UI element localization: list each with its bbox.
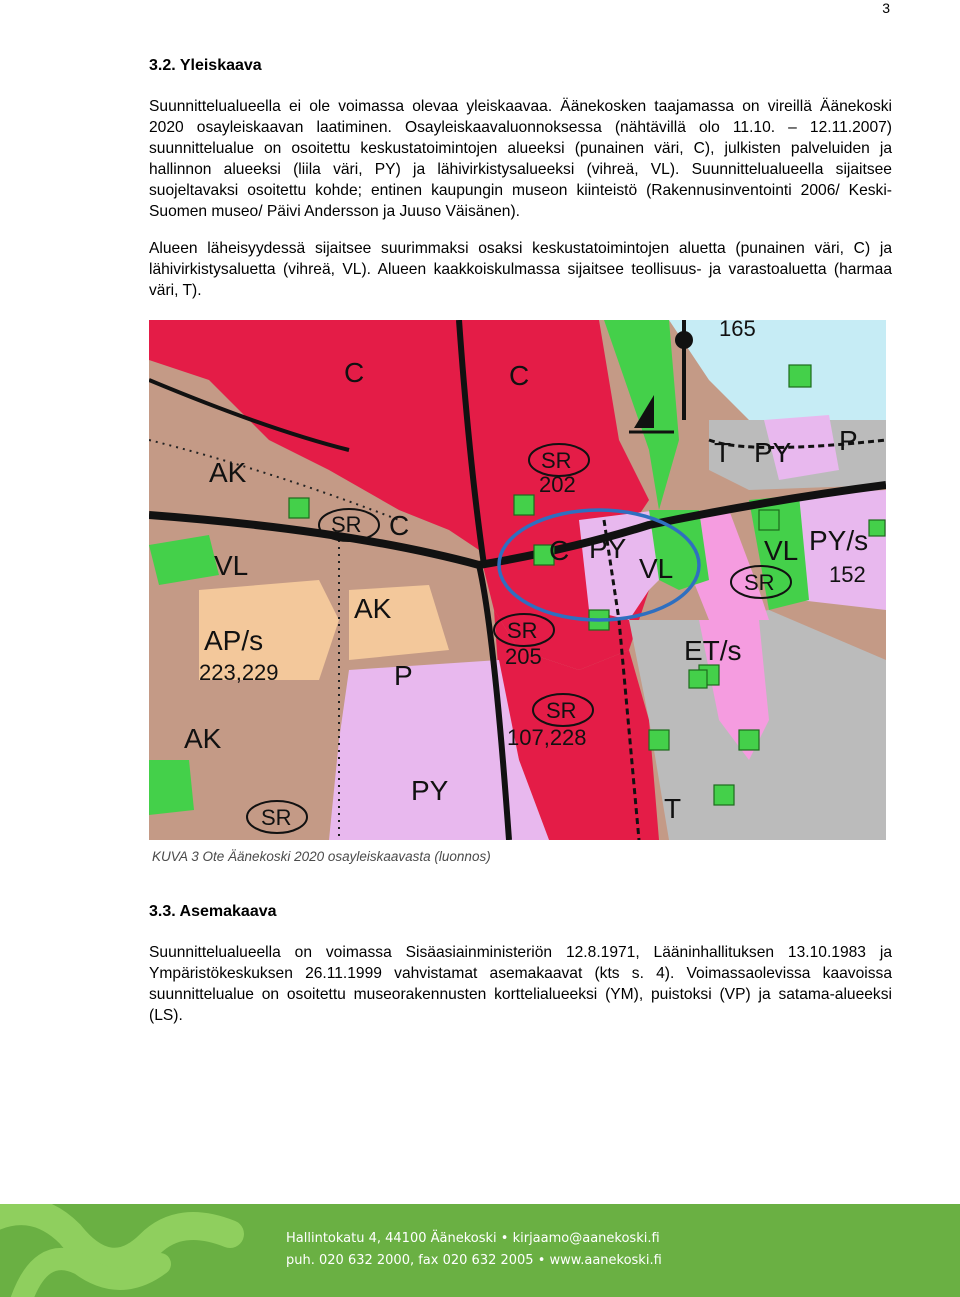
section-heading-asemakaava: 3.3. Asemakaava [149, 903, 277, 920]
section-heading-yleiskaava: 3.2. Yleiskaava [149, 57, 262, 74]
map-label-py: PY [754, 437, 792, 468]
map-label-sr: SR [261, 805, 292, 830]
page-number: 3 [882, 0, 890, 16]
map-label-vl: VL [214, 550, 249, 581]
map-svg [149, 320, 886, 840]
map-label-c: C [389, 510, 410, 541]
map-label-sr: SR [744, 570, 775, 595]
municipality-logo-icon [0, 1204, 260, 1297]
figure-caption: KUVA 3 Ote Äänekoski 2020 osayleiskaavasta (luonnos) [152, 849, 491, 864]
footer-contact: puh. 020 632 2000, fax 020 632 2005 • www.aanekoski.fi [286, 1253, 662, 1268]
map-label-vl: VL [639, 553, 674, 584]
map-label-aps: AP/s [204, 625, 264, 656]
map-label-t: T [664, 793, 682, 824]
paragraph-yleiskaava-1: Suunnittelualueella ei ole voimassa olevaa yleiskaavaa. Äänekosken taajamassa on vireillä Äänekoski 2020 osayleiskaavan laatiminen. Osayleiskaavaluonnoksessa (nähtävillä olo 11.10. – 12.11.2007) suunnittelualue on osoitettu keskustatoimintojen alueeksi (punainen väri, C), julkisten palveluiden ja hallinnon alueeksi (liila väri, PY) ja lähivirkistysalueeksi (vihreä, VL). Suunnittelualueella sijaitsee suojeltavaksi osoitettu kohde; entinen kaupungin museon kiinteistö (Rakennusinventointi 2006/ Keski-Suomen museo/ Päivi Andersson ja Juuso Väisänen). [149, 98, 892, 220]
map-label-number: 107,228 [507, 725, 587, 750]
map-label-number: 223,229 [199, 660, 279, 685]
map-label-c: C [344, 357, 365, 388]
map-label-ak: AK [184, 723, 222, 754]
master-plan-map [149, 320, 886, 840]
map-label-c: C [549, 535, 570, 566]
paragraph-asemakaava: Suunnittelualueella on voimassa Sisäasiainministeriön 12.8.1971, Lääninhallituksen 13.10.1983 ja Ympäristökeskuksen 26.11.1999 vahvistamat asemakaavat (kts s. 4). Voimassaolevissa kaavoissa suunnittelualue on osoitettu museorakennusten korttelialueeksi (YM), puistoksi (VP) ja satama-alueeksi (LS). [149, 944, 892, 1024]
map-label-c: C [509, 360, 530, 391]
section-asemakaava [149, 901, 892, 1026]
map-label-sr: SR [541, 448, 572, 473]
map-label-number: 205 [505, 644, 542, 669]
map-label-number: 152 [829, 562, 866, 587]
map-label-t: T [714, 437, 732, 468]
map-label-ets: ET/s [684, 635, 742, 666]
paragraph-yleiskaava-2: Alueen läheisyydessä sijaitsee suurimmaksi osaksi keskustatoimintojen aluetta (punainen väri, C) ja lähivirkistysaluetta (vihreä, VL). Alueen kaakkoiskulmassa sijaitsee teollisuus- ja varastoaluetta (harmaa väri, T). [149, 240, 892, 299]
footer [0, 1204, 960, 1297]
map-label-number: 165 [719, 320, 756, 341]
map-label-number: 202 [539, 472, 576, 497]
main-content [149, 55, 892, 301]
map-label-sr: SR [507, 618, 538, 643]
map-label-p: P [394, 660, 413, 691]
map-label-py: PY [589, 533, 627, 564]
map-label-p: P [839, 425, 858, 456]
map-label-sr: SR [546, 698, 577, 723]
map-label-ak: AK [209, 457, 247, 488]
map-label-py: PY [411, 775, 449, 806]
footer-address: Hallintokatu 4, 44100 Äänekoski • kirjaamo@aanekoski.fi [286, 1231, 660, 1246]
map-label-ak: AK [354, 593, 392, 624]
map-label-pys: PY/s [809, 525, 869, 556]
map-label-sr: SR [331, 512, 362, 537]
map-label-vl: VL [764, 535, 799, 566]
